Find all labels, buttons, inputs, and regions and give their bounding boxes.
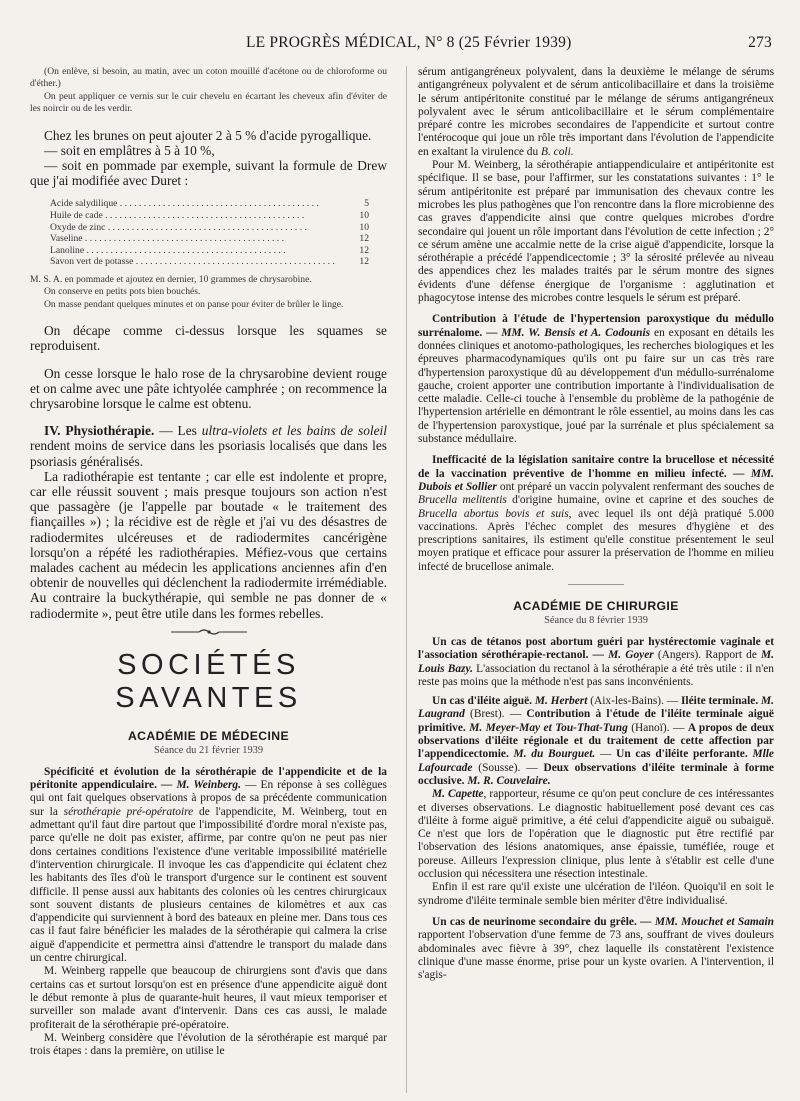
article-paragraph [418,454,774,574]
academy-heading: ACADÉMIE DE MÉDECINE [127,728,290,743]
recipe-quantity: 12 [359,256,369,268]
physiotherapy-paragraph [30,423,387,469]
article-title: A propos de deux observations d'iléite régionale et du traitement de cette affection par l'appendicectomie. [418,721,774,761]
text-run: Brucella abortus bovis et suis [418,507,569,520]
paragraph: M. Weinberg rappelle que beaucoup de chirurgiens sont d'avis que dans certains cas et surtout lorsqu'on est en présence d'une appendicite aiguë dont le début remonte à plus de quarante-huit heures, il vaut mieux temporiser et surveiller son malade avant d'intervenir. Dans ces cas aussi, le malade profiterait de la sérothérapie pré-opératoire. [30,965,387,1031]
note-text: M. S. A. en pommade et ajoutez en dernier, 10 grammes de chrysarobine. [30,274,312,285]
paragraph: On décape comme ci-dessus lorsque les squames se reproduisent. [30,323,387,354]
recipe-ingredient: Vaseline . . . [50,233,349,245]
text-run: , avec lequel ils ont déjà pratiqué 5.000 vaccinations. Après l'échec complet des mesures d'hygiène et des prescriptions sanitaires, ils estiment qu'elle constitue présentement le seul moyen pratique et efficace pour assurer la préservation de l'homme en milieu infecté de brucellose animale. [418,507,774,573]
article-paragraph [418,66,774,159]
article-paragraph [418,916,774,982]
article-title: Contribution à l'étude de l'hypertension paroxystique du médullo surrénalome. [418,313,774,339]
article-paragraph [418,788,774,881]
paragraph: Enfin il est rare qu'il existe une ulcération de l'iléon. Quoiqu'il en soit le syndrome d'iléite terminale semble bien mériter d'être individualisé. [418,881,774,907]
recipe-ingredient: Huile de cade . . . [50,210,349,222]
column-divider [406,66,407,1093]
recipe-quantity: 10 [359,210,369,222]
session-date: Séance du 8 février 1939 [544,614,648,626]
recipe-row [30,245,387,257]
text-run: Brucella melitentis [418,494,507,507]
note-text: On masse pendant quelques minutes et on panse pour éviter de brûler le linge. [44,298,344,310]
text-run: d'origine humaine, ovine et caprine et des souches de [506,494,774,507]
article-author: — MM. Dubois et Sollier [418,467,774,493]
text-run: L'association du rectanol à la sérothérapie a été très utile : il n'en reste pas moins que la méthode n'est pas sans inconvénients. [418,662,774,688]
text-run: rendent moins de service dans les psoriasis localisés que dans les psoriasis généralisés. [30,438,387,469]
recipe-ingredient: Acide salydilique . . . [50,198,349,210]
text-run: sérothérapie pré-opératoire [63,805,194,818]
article-title: Un cas d'iléite perforante. [616,748,748,761]
journal-title: LE PROGRÈS MÉDICAL, N° 8 (25 Février 1939) [246,34,572,51]
article-paragraph [418,695,774,788]
article-author: M. Laugrand [418,695,774,721]
text-run: B. coli. [541,145,574,158]
article-paragraph [30,766,387,965]
ornament-divider [30,627,387,637]
recipe-row [30,256,387,268]
article-author: M. R. Couvelaire. [464,774,551,787]
recipe-ingredient: Savon vert de potasse . . . [50,256,349,268]
paragraph: La radiothérapie est tentante ; car elle est indolente et propre, car elle réussit souvent ; mais presque toujours son action n'est que passagère (je l'appelle par boutade « le traitement des fiançailles ») ; la récidive est de règle et j'ai vu des désastres de radiodermites ulcéreuses et de radiodermites cancérigène lorsqu'on a répété les radiothérapies. Méfiez-vous que certains malades cachent au médecin les applications anciennes afin d'en obtenir de nouvelles qui déclenchent la radiodermite irrémédiable. Au contraire la buckythérapie, qui semble ne pas donner de « radiodermite », peut être utile dans les formes rebelles. [30,468,387,621]
article-title: Un cas d'iléite aiguë. [432,695,532,708]
article-title: Contribution à l'étude de l'iléite terminale aiguë primitive. [418,708,774,734]
article-paragraph [418,636,774,689]
article-title: Spécificité et évolution de la sérothérapie de l'appendicite et de la péritonite appendiculaire. [30,765,387,792]
article-title: Deux observations d'iléite terminale à forme occlusive. [418,761,774,787]
text-run: rapportent l'observation d'une femme de 73 ans, souffrant de vives douleurs abdominales avec fièvre à 39°, chez laquelle ils constatèrent l'existence clinique d'une masse énorme, prise pour un kyste ovarien. A l'intervention, il s'agis- [418,929,774,982]
article-title: Iléite terminale. [681,695,759,708]
article-author: — MM. Mouchet et Samain [636,915,774,928]
recipe-ingredient: Lanoline . . . [50,245,349,257]
left-column [30,66,387,1058]
article-author: Mlle Lafourcade [418,748,774,774]
text-run: (Angers). Rapport de [653,649,762,662]
article-author: M. Meyer-May et Tou-That-Tung [465,721,628,734]
article-author: M. Herbert [531,695,588,708]
recipe-row [30,233,387,245]
recipe-row [30,210,387,222]
recipe-row [30,198,387,210]
text-run: (Hanoï). — [627,721,688,734]
recipe-quantity: 12 [359,244,369,256]
article-author: — M. Goyer [588,649,654,662]
text-run: ultra-violets et les bains de soleil [201,423,387,439]
text-run: en exposant en détails les données cliniques et anotomo-pathologiques, les recherches biologiques et les épreuves pharmacodynamiques qu'ils ont pu faire sur un cas très rare d'hypertension paroxystique dû au développement d'un médullo-surrénalome gauche, croient apporter une contribution importante à l'individualisation de cette maladie. Celle-ci touche à l'ensemble du problème de la pathogénie de l'hypertension artérielle en démontrant le rôle essentiel, au moins dans les cas de l'hypertension paroxystique, joué par la surrénale et plus spécialement sa substance médullaire. [418,326,774,446]
note-text: (On enlève, si besoin, au matin, avec un coton mouillé d'acétone ou de chloroforme ou d'éther.) [30,66,387,90]
recipe-row [30,222,387,234]
article-rapporteur: M. Capette [432,788,484,801]
article-rapporteur: M. Louis Bazy. [418,649,774,675]
text-run: , rapporteur, résume ce qu'on peut conclure de ces intéressantes et diverses observations. Le diagnostic habituellement posé devant ces cas d'iléite à forme aiguë primitive, a été celui d'appendicite aiguë ou subaiguë. Ce n'est que lors de l'opération que le diagnostic put être rectifié par l'observation des lésions anatomiques, anse épaissie, tuméfiée, rouge et poreuse. Ailleurs l'expression clinique, plus lente à s'établir est celle d'une occlusion qui nécessitera une résection intestinale. [418,788,774,881]
flourish-icon [169,627,249,637]
recipe-quantity: 5 [364,198,369,210]
text-run: — En réponse à ses collègues qui ont fait quelques observations à propos de sa précédente communication sur la [30,779,387,818]
text-run: de l'appendicite, M. Weinberg, tout en admettant qu'il faut dire partout que l'impossibilité d'ordre moral n'existe pas, parce qu'elle ne doit pas exister, affirme, par contre qu'on ne peut pas nier dons certaines conditions l'existence d'une veritable impossibilité matérielle d'intervention chirurgicale. Il invoque les cas d'appendicite qui éclatent chez les habitants des îles d'où le transport d'urgence sur le continent est souvent difficile. Il pense aussi aux habitants des colonies où les centres chirurgicaux sont souvent distants de plusieurs centaines de kilomètres et aux cas d'appendicite qui surviennent à bord des bateaux en pleine mer. Dans tous ces cas il faut faire bénéficier les malades de la sérothérapie qui calmera la crise aiguë d'appendicite et permettra ainsi d'attendre le transport du malade dans un centre chirurgical. [30,805,387,965]
recipe-quantity: 10 [359,221,369,233]
text-run: (Aix-les-Bains). — [587,695,681,708]
paragraph: On cesse lorsque le halo rose de la chrysarobine devient rouge et on calme avec une pâte ichtyolée camphrée ; on recommence la chrysarobine lorsque le calme est obtenu. [30,365,387,412]
right-column [418,66,774,982]
paragraph: Chez les brunes on peut ajouter 2 à 5 % d'acide pyrogallique. [44,127,372,143]
session-date: Séance du 21 février 1939 [153,744,264,756]
text-run: — Les [154,423,202,439]
academy-heading: ACADÉMIE DE CHIRURGIE [513,598,679,613]
paragraph: M. Weinberg considère que l'évolution de la sérothérapie est marqué par trois étapes : dans la première, on utilise le [30,1031,387,1058]
text-run: (Brest). — [464,708,527,721]
text-run: — [595,748,617,761]
article-title: Inefficacité de la législation sanitaire contre la brucellose et nécessité de la vaccination préventive de l'homme en milieu infecté. [418,454,774,480]
separator-rule [568,584,624,585]
text-run: (Sousse). — [472,761,544,774]
note-text: On conserve en petits pots bien bouchés. [44,286,201,298]
article-title: Un cas de tétanos post abortum guéri par hystérectomie vaginale et l'association sérothérapie-rectanol. [418,635,774,662]
recipe-quantity: 12 [359,233,369,245]
page-number: 273 [748,34,772,51]
note-text: On peut appliquer ce vernis sur le cuir chevelu en écartant les cheveux afin d'éviter de les noircir ou de les verdir. [30,90,387,115]
article-paragraph [418,313,774,446]
text-run: ont préparé un vaccin polyvalent renfermant des souches de [496,480,775,493]
article-author: — M. Weinberg. [156,779,241,792]
article-author: M. du Bourguet. [508,748,596,761]
article-title: Un cas de neurinome secondaire du grêle. [432,915,637,928]
section-title: SOCIÉTÉS SAVANTES [115,648,302,714]
paragraph: — soit en pommade par exemple, suivant la formule de Drew que j'ai modifiée avec Duret : [30,158,387,189]
subsection-heading: IV. Physiothérapie. [44,423,155,439]
paragraph: Pour M. Weinberg, la sérothérapie antiappendiculaire et antipéritonite est spécifique. Il se base, pour l'affirmer, sur les constatations suivantes : 1° le sérum antipéritonite est préparé par immunisation des chevaux contre les microbes les plus pathogènes que l'on rencontre dans la flore microbienne des cas graves d'appendicite ainsi que contre quelques microbes d'ordre secondaire qui jouent un rôle important dans l'évolution de cette infection ; 2° ce sérum amène une accalmie nette de la crise aiguë d'appendicite, lorsque la sérothérapie a précédé l'appendicectomie ; 3° la sérosité prélevée au niveau des appendices chez les malades traités par le sérum montre des signes évidents d'une défense énergique de l'organisme : agglutination et phagocytose intense des microbes contre lesquels le sérum est préparé. [418,159,774,305]
recipe-formula [30,198,387,268]
recipe-ingredient: Oxyde de zinc . . . [50,222,349,234]
text-run: sérum antigangréneux polyvalent, dans la deuxième le mélange de sérums antigangréneux polyvalent et de sérum anticolibacillaire et dans la troisième le sérum antipéritonite constitué par le mélange de sérums antigangréneux polyvalent avec le sérum anticolibacillaire et le sérum complémentaire préparé contre les microbes secondaires de l'appendicite et surtout contre l'entérocoque qui joue un rôle très important dans l'évolution de l'appendicite en exaltant la virulence du [418,66,774,158]
paragraph: — soit en emplâtres à 5 à 10 %, [44,142,215,158]
article-author: — MM. W. Bensis et A. Codounis [482,326,651,339]
